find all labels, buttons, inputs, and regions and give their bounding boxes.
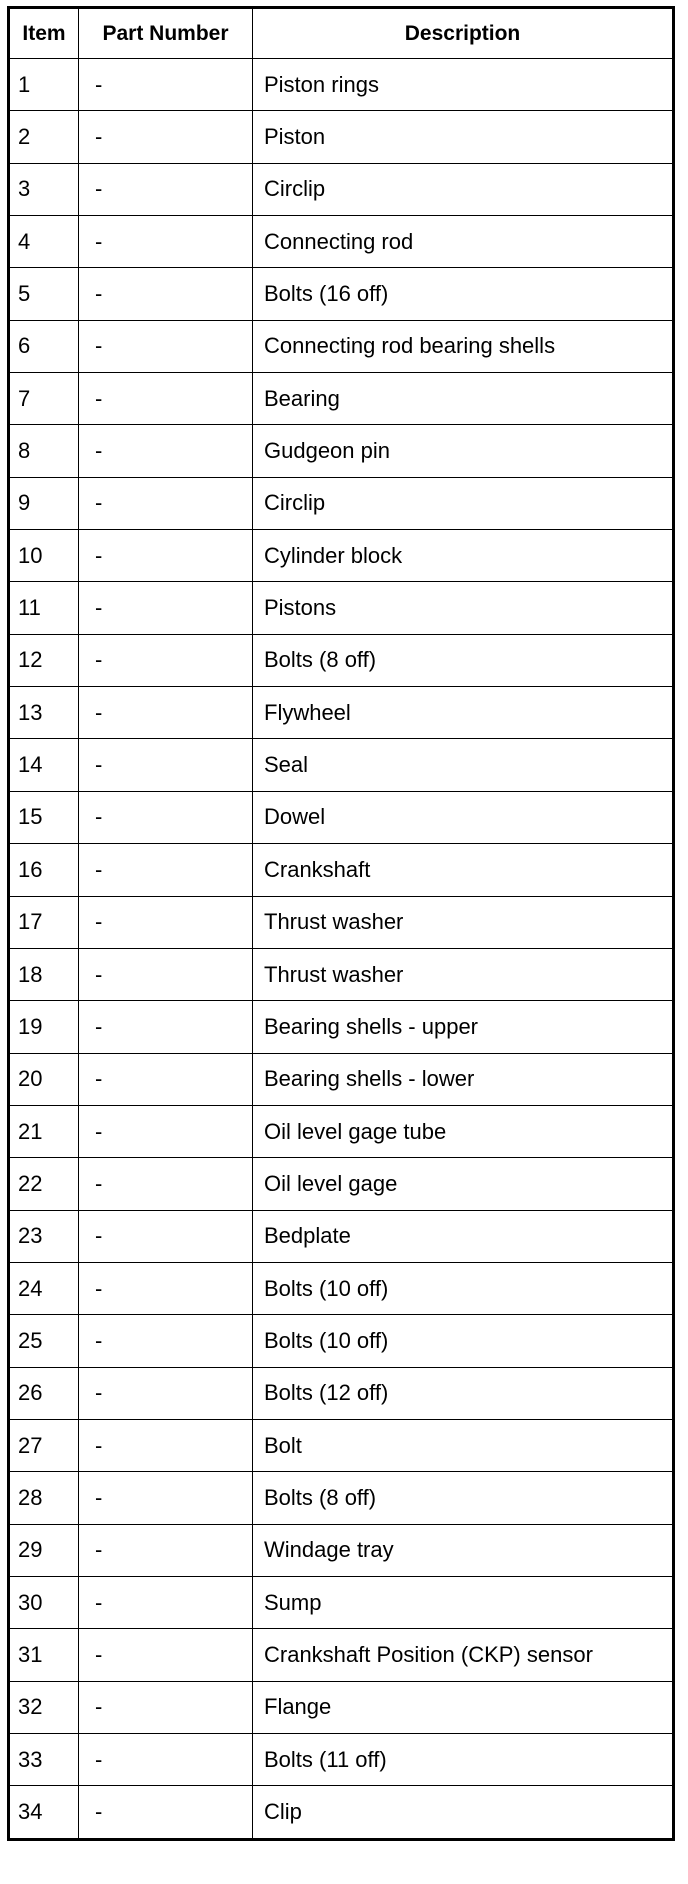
table-row (9, 111, 674, 163)
item-number-cell: 26 (9, 1367, 79, 1419)
description-cell: Bolts (12 off) (253, 1367, 674, 1419)
description-cell: Bedplate (253, 1210, 674, 1262)
description-cell: Oil level gage tube (253, 1105, 674, 1157)
table-row (9, 1681, 674, 1733)
description-cell: Oil level gage (253, 1158, 674, 1210)
description-cell: Sump (253, 1576, 674, 1628)
part-number-cell: - (79, 1524, 253, 1576)
part-number-cell: - (79, 1576, 253, 1628)
table-row (9, 1158, 674, 1210)
part-number-cell: - (79, 1210, 253, 1262)
part-number-cell: - (79, 1629, 253, 1681)
description-cell: Flywheel (253, 687, 674, 739)
table-row (9, 1786, 674, 1839)
table-row (9, 1629, 674, 1681)
description-cell: Dowel (253, 791, 674, 843)
item-number-cell: 18 (9, 948, 79, 1000)
header-description: Description (253, 8, 674, 59)
table-row (9, 1105, 674, 1157)
table-row (9, 1315, 674, 1367)
part-number-cell: - (79, 1419, 253, 1471)
part-number-cell: - (79, 163, 253, 215)
part-number-cell: - (79, 530, 253, 582)
part-number-cell: - (79, 1001, 253, 1053)
item-number-cell: 2 (9, 111, 79, 163)
table-row (9, 373, 674, 425)
table-row (9, 1472, 674, 1524)
table-body (9, 59, 674, 1840)
item-number-cell: 22 (9, 1158, 79, 1210)
table-row (9, 425, 674, 477)
item-number-cell: 10 (9, 530, 79, 582)
item-number-cell: 4 (9, 216, 79, 268)
description-cell: Bolts (10 off) (253, 1262, 674, 1314)
part-number-cell: - (79, 425, 253, 477)
table-row (9, 477, 674, 529)
item-number-cell: 8 (9, 425, 79, 477)
description-cell: Piston (253, 111, 674, 163)
item-number-cell: 33 (9, 1734, 79, 1786)
description-cell: Bearing (253, 373, 674, 425)
item-number-cell: 28 (9, 1472, 79, 1524)
part-number-cell: - (79, 948, 253, 1000)
table-header (9, 8, 674, 59)
item-number-cell: 31 (9, 1629, 79, 1681)
item-number-cell: 23 (9, 1210, 79, 1262)
description-cell: Bearing shells - upper (253, 1001, 674, 1053)
item-number-cell: 6 (9, 320, 79, 372)
part-number-cell: - (79, 791, 253, 843)
table-row (9, 1262, 674, 1314)
header-row (9, 8, 674, 59)
description-cell: Piston rings (253, 59, 674, 111)
description-cell: Bolts (8 off) (253, 634, 674, 686)
item-number-cell: 5 (9, 268, 79, 320)
item-number-cell: 20 (9, 1053, 79, 1105)
description-cell: Crankshaft (253, 844, 674, 896)
item-number-cell: 12 (9, 634, 79, 686)
description-cell: Flange (253, 1681, 674, 1733)
part-number-cell: - (79, 1315, 253, 1367)
description-cell: Connecting rod (253, 216, 674, 268)
part-number-cell: - (79, 1786, 253, 1839)
item-number-cell: 30 (9, 1576, 79, 1628)
item-number-cell: 29 (9, 1524, 79, 1576)
table-row (9, 59, 674, 111)
table-row (9, 1053, 674, 1105)
description-cell: Bolts (10 off) (253, 1315, 674, 1367)
description-cell: Windage tray (253, 1524, 674, 1576)
description-cell: Crankshaft Position (CKP) sensor (253, 1629, 674, 1681)
part-number-cell: - (79, 582, 253, 634)
table-row (9, 1210, 674, 1262)
part-number-cell: - (79, 320, 253, 372)
table-row (9, 739, 674, 791)
item-number-cell: 21 (9, 1105, 79, 1157)
parts-table-container (7, 6, 672, 1841)
table-row (9, 1367, 674, 1419)
table-row (9, 896, 674, 948)
part-number-cell: - (79, 373, 253, 425)
item-number-cell: 27 (9, 1419, 79, 1471)
header-item: Item (9, 8, 79, 59)
table-row (9, 1524, 674, 1576)
item-number-cell: 15 (9, 791, 79, 843)
part-number-cell: - (79, 1472, 253, 1524)
description-cell: Gudgeon pin (253, 425, 674, 477)
description-cell: Bolt (253, 1419, 674, 1471)
item-number-cell: 19 (9, 1001, 79, 1053)
table-row (9, 582, 674, 634)
description-cell: Connecting rod bearing shells (253, 320, 674, 372)
table-row (9, 1001, 674, 1053)
table-row (9, 791, 674, 843)
part-number-cell: - (79, 1262, 253, 1314)
table-row (9, 948, 674, 1000)
part-number-cell: - (79, 687, 253, 739)
description-cell: Clip (253, 1786, 674, 1839)
description-cell: Thrust washer (253, 948, 674, 1000)
parts-table (7, 6, 675, 1841)
item-number-cell: 9 (9, 477, 79, 529)
part-number-cell: - (79, 59, 253, 111)
part-number-cell: - (79, 844, 253, 896)
description-cell: Bolts (8 off) (253, 1472, 674, 1524)
table-row (9, 163, 674, 215)
table-row (9, 320, 674, 372)
item-number-cell: 16 (9, 844, 79, 896)
table-row (9, 1576, 674, 1628)
item-number-cell: 34 (9, 1786, 79, 1839)
item-number-cell: 14 (9, 739, 79, 791)
description-cell: Circlip (253, 163, 674, 215)
part-number-cell: - (79, 111, 253, 163)
table-row (9, 530, 674, 582)
part-number-cell: - (79, 477, 253, 529)
part-number-cell: - (79, 1681, 253, 1733)
description-cell: Bolts (16 off) (253, 268, 674, 320)
table-row (9, 687, 674, 739)
part-number-cell: - (79, 739, 253, 791)
description-cell: Bearing shells - lower (253, 1053, 674, 1105)
part-number-cell: - (79, 1367, 253, 1419)
description-cell: Pistons (253, 582, 674, 634)
table-row (9, 844, 674, 896)
table-row (9, 216, 674, 268)
item-number-cell: 3 (9, 163, 79, 215)
table-row (9, 1734, 674, 1786)
part-number-cell: - (79, 1734, 253, 1786)
item-number-cell: 11 (9, 582, 79, 634)
header-part-number: Part Number (79, 8, 253, 59)
part-number-cell: - (79, 896, 253, 948)
part-number-cell: - (79, 1158, 253, 1210)
item-number-cell: 13 (9, 687, 79, 739)
part-number-cell: - (79, 634, 253, 686)
table-row (9, 1419, 674, 1471)
part-number-cell: - (79, 1105, 253, 1157)
description-cell: Bolts (11 off) (253, 1734, 674, 1786)
item-number-cell: 17 (9, 896, 79, 948)
item-number-cell: 24 (9, 1262, 79, 1314)
table-row (9, 268, 674, 320)
description-cell: Thrust washer (253, 896, 674, 948)
item-number-cell: 25 (9, 1315, 79, 1367)
part-number-cell: - (79, 1053, 253, 1105)
description-cell: Circlip (253, 477, 674, 529)
item-number-cell: 32 (9, 1681, 79, 1733)
table-row (9, 634, 674, 686)
item-number-cell: 1 (9, 59, 79, 111)
description-cell: Seal (253, 739, 674, 791)
part-number-cell: - (79, 268, 253, 320)
item-number-cell: 7 (9, 373, 79, 425)
part-number-cell: - (79, 216, 253, 268)
description-cell: Cylinder block (253, 530, 674, 582)
